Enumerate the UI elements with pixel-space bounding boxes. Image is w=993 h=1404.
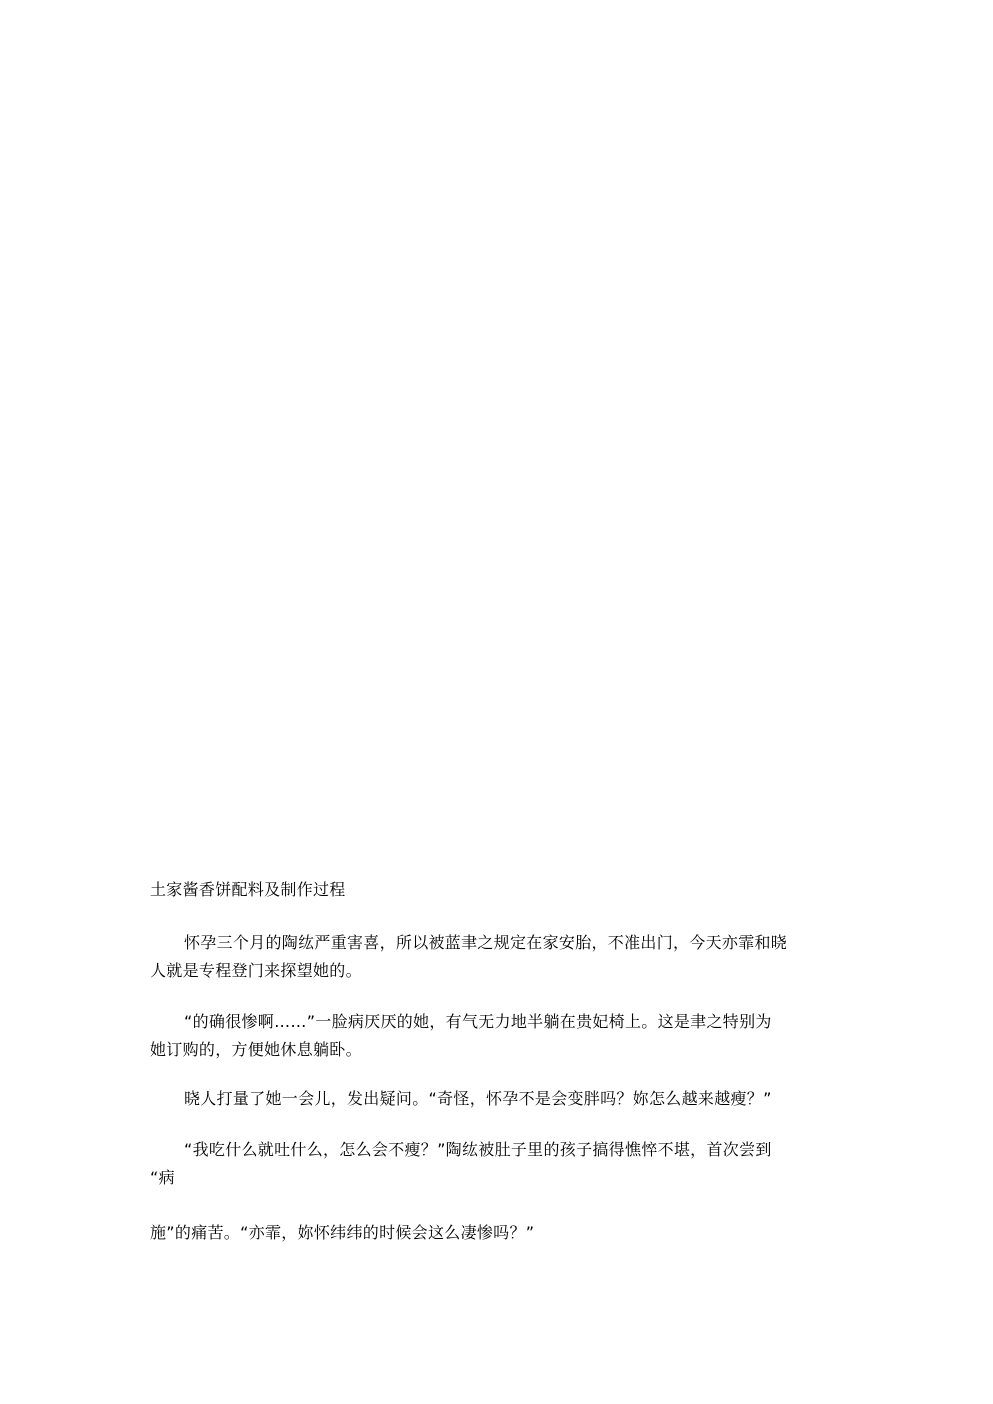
paragraph-line	[150, 1008, 840, 1036]
paragraph-line-text: “我吃什么就吐什么，怎么会不瘦？”陶纮被肚子里的孩子搞得憔悴不堪，首次尝到	[184, 1140, 772, 1159]
paragraph-line	[150, 929, 840, 957]
paragraph-line: 人就是专程登门来探望她的。	[150, 961, 362, 980]
paragraph-line: 施”的痛苦。“亦霏，妳怀纬纬的时候会这么凄惨吗？”	[150, 1223, 535, 1242]
title-text: 土家酱香饼配料及制作过程	[150, 880, 346, 899]
paragraph-1	[150, 929, 840, 985]
paragraph-line: “病	[150, 1168, 175, 1187]
paragraph-line-text: 晓人打量了她一会儿，发出疑问。“奇怪，怀孕不是会变胖吗？妳怎么越来越瘦？”	[184, 1089, 772, 1108]
paragraph-4	[150, 1136, 840, 1192]
paragraph-line-text: 怀孕三个月的陶纮严重害喜，所以被蓝聿之规定在家安胎，不准出门，今天亦霏和晓	[184, 933, 788, 952]
paragraph-line	[150, 1136, 840, 1164]
paragraph-5	[150, 1219, 840, 1247]
paragraph-line	[150, 1085, 840, 1113]
paragraph-line: 她订购的，方便她休息躺卧。	[150, 1040, 362, 1059]
document-title	[150, 876, 840, 904]
paragraph-3	[150, 1085, 840, 1113]
paragraph-line-text: “的确很惨啊……”一脸病厌厌的她，有气无力地半躺在贵妃椅上。这是聿之特别为	[184, 1012, 772, 1031]
paragraph-2	[150, 1008, 840, 1064]
